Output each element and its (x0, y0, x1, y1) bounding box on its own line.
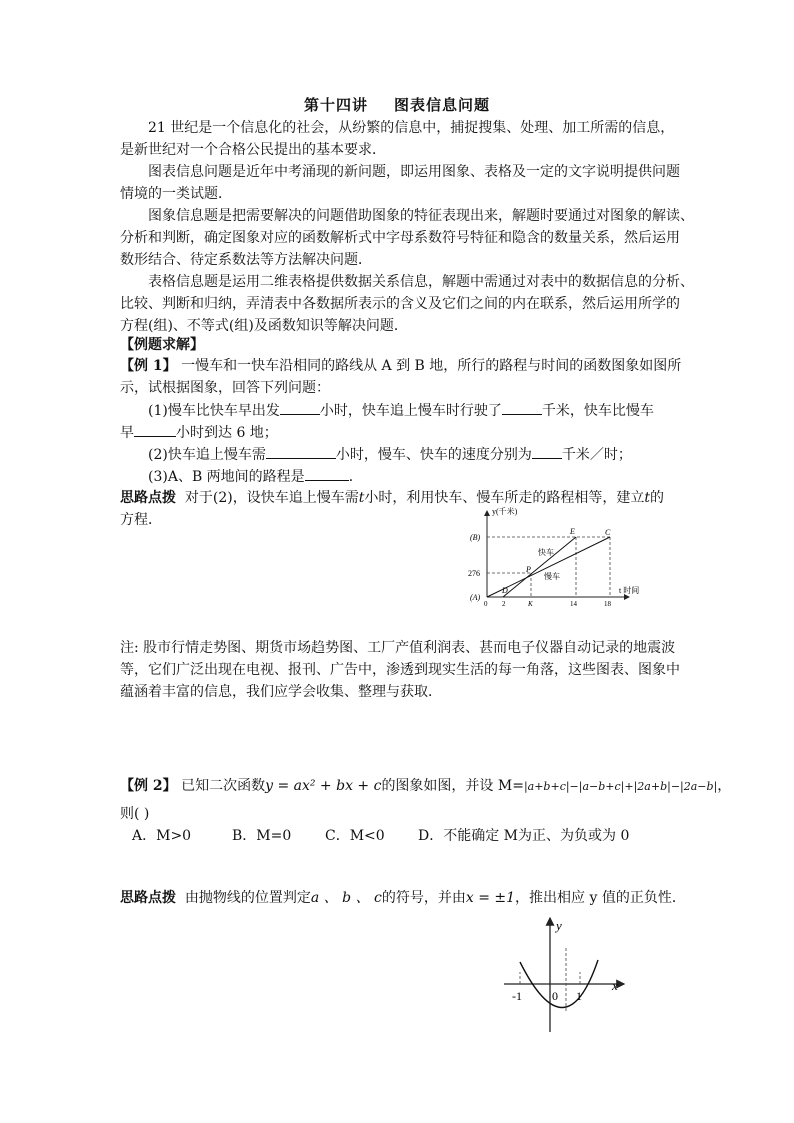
hint2-text-c: ，推出相应 y 值的正负性． (515, 890, 686, 906)
example2-formula: y = ax² + bx + c (265, 778, 382, 794)
q2-text-a: (2)快车追上慢车需 (148, 447, 266, 463)
example2-text-b: 的图象如图，并设 M= (381, 778, 524, 794)
hint1-label: 思路点拨 (120, 490, 176, 506)
example1-text2: 示，试根据图象，回答下列问题： (120, 380, 330, 396)
q2-text-c: 千米／时； (561, 447, 632, 463)
point-e-label: E (570, 527, 575, 536)
option-c[interactable]: C．M<0 (325, 828, 385, 844)
q3-blank[interactable] (305, 466, 349, 481)
example1-label: 【例 1】 (120, 358, 177, 374)
intro-p1-line1: 21 世纪是一个信息化的社会，从纷繁的信息中，捕捉搜集、处理、加工所需的信息， (148, 120, 675, 136)
q1-text-c: 千米，快车比慢车 (541, 403, 654, 419)
example2-hint (120, 888, 686, 908)
point-c-label: C (605, 528, 611, 537)
x-tick-18: 18 (604, 600, 611, 608)
x-tick-14: 14 (570, 600, 577, 608)
parabola-graph (500, 912, 630, 1036)
hint2-text-a: 由抛物线的位置判定 (184, 890, 311, 906)
intro-p4-line3: 方程(组)、不等式(组)及函数知识等解决问题． (120, 318, 408, 334)
hint1-text-a: 对于(2)，设快车追上慢车需 (184, 490, 359, 506)
x-tick-neg1: -1 (512, 989, 522, 1003)
example2-text-a: 已知二次函数 (181, 778, 266, 794)
intro-p3-line2: 分析和判断，确定图象对应的函数解析式中字母系数符号特征和隐含的数量关系，然后运用 (120, 230, 680, 246)
example2-m-expression: |a+b+c|−|a−b+c|+|2a+b|−|2a−b| (523, 780, 718, 793)
q3-text-a: (3)A、B 两地间的路程是 (148, 469, 305, 485)
x-tick-2: 2 (502, 600, 506, 608)
x-axis-label: t 时间 (619, 586, 640, 595)
hint1-var-t: t (358, 490, 365, 506)
example2-label: 【例 2】 (120, 778, 177, 794)
hint2-label: 思路点拨 (120, 890, 176, 906)
example1-question1 (148, 400, 654, 421)
note-line2: 等，它们广泛出现在电视、报刊、广告中，渗透到现实生活的每一角落，这些图表、图象中 (120, 662, 680, 678)
hint2-vars: a 、 b 、 c (310, 890, 382, 906)
page-title (0, 94, 794, 115)
x-axis-label: x (612, 978, 618, 993)
intro-p4-line1: 表格信息题是运用二维表格提供数据关系信息，解题中需通过对表中的数据信息的分析、 (148, 274, 694, 290)
q2-blank-2[interactable] (532, 444, 562, 459)
intro-p1-line2: 是新世纪对一个合格公民提出的基本要求． (120, 142, 386, 158)
option-a[interactable]: A．M>0 (132, 828, 192, 844)
q2-text-b: 小时，慢车、快车的速度分别为 (335, 447, 532, 463)
intro-p4-line2: 比较、判断和归纳，弄清表中各数据所表示的含义及它们之间的内在联系，然后运用所学的 (120, 296, 680, 312)
example1-hint-cont: 方程． (120, 512, 162, 528)
hint1-text-c: 的 (650, 490, 665, 506)
example1-line1 (120, 356, 681, 376)
y-tick-276: 276 (468, 569, 480, 578)
q2-blank-1[interactable] (266, 444, 336, 459)
intro-p3-line3: 数形结合、待定系数法等方法解决问题． (120, 252, 372, 268)
intro-p2-line1: 图表信息问题是近年中考涌现的新问题，即运用图象、表格及一定的文字说明提供问题 (148, 164, 680, 180)
lecture-topic: 图表信息问题 (394, 96, 491, 114)
intro-p2-line2: 情境的一类试题． (120, 186, 232, 202)
point-a-label: (A) (470, 593, 481, 602)
hint1-var-t-2: t (644, 490, 651, 506)
example1-text1: 一慢车和一快车沿相同的路线从 A 到 B 地，所行的路程与时间的函数图象如图所 (181, 358, 682, 374)
q1-text-e: 小时到达 6 地； (176, 425, 278, 441)
note-line1: 注: 股市行情走势图、期货市场趋势图、工厂产值利润表、甚而电子仪器自动记录的地震波 (120, 640, 676, 656)
example1-question3 (148, 466, 363, 487)
note-line3: 蕴涵着丰富的信息，我们应学会收集、整理与获取． (120, 684, 442, 700)
y-axis-label: y (556, 918, 562, 933)
example1-question1-cont (120, 422, 278, 443)
fast-car-line (503, 537, 576, 597)
option-b[interactable]: B．M=0 (232, 828, 292, 844)
intro-p3-line1: 图象信息题是把需要解决的问题借助图象的特征表现出来，解题时要通过对图象的解读、 (148, 208, 694, 224)
q3-text-b: ． (348, 469, 363, 485)
point-b-label: (B) (470, 533, 481, 542)
origin-label: 0 (552, 989, 558, 1003)
example2-text-c: ， (717, 778, 732, 794)
q1-text-b: 小时，快车追上慢车时行驶了 (319, 403, 502, 419)
distance-time-graph (466, 505, 640, 608)
hint2-x: x = ±1 (465, 890, 516, 906)
fast-car-label: 快车 (538, 548, 554, 557)
q1-blank-3[interactable] (134, 422, 176, 437)
q1-blank-1[interactable] (280, 400, 320, 415)
slow-car-label: 慢车 (544, 572, 560, 581)
hint2-text-b: 的符号，并由 (381, 890, 466, 906)
x-tick-0: 0 (484, 600, 488, 608)
hint1-text-b: 小时，利用快车、慢车所走的路程相等，建立 (364, 490, 645, 506)
example2-line1 (120, 776, 731, 797)
example1-question2 (148, 444, 632, 465)
point-p-label: P (526, 565, 531, 574)
q1-blank-2[interactable] (502, 400, 542, 415)
section-heading: 【例题求解】 (120, 337, 204, 353)
point-d-label: D (502, 586, 508, 595)
x-tick-1: 1 (576, 989, 582, 1003)
q1-text-a: (1)慢车比快车早出发 (148, 403, 280, 419)
x-tick-k: K (528, 600, 533, 608)
q1-text-d: 早 (120, 425, 134, 441)
example2-then: 则( ) (120, 806, 150, 822)
option-d[interactable]: D．不能确定 M为正、为负或为 0 (418, 828, 630, 844)
lecture-number: 第十四讲 (303, 96, 368, 114)
y-axis-label: y(千米) (492, 507, 518, 516)
